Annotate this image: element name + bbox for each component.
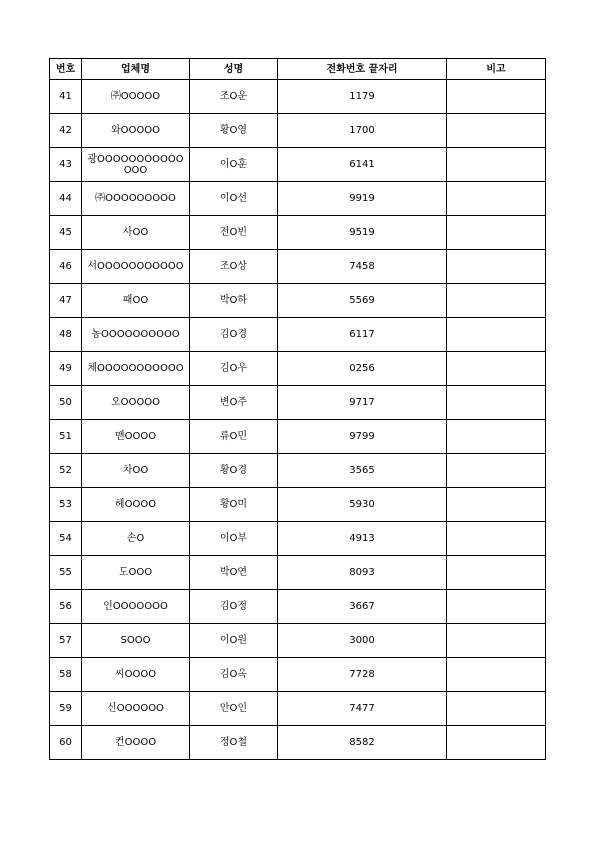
cell-phone-suffix: 9717	[278, 386, 447, 420]
cell-note	[447, 114, 546, 148]
table-row	[50, 352, 546, 386]
cell-phone-suffix: 1179	[278, 80, 447, 114]
cell-company	[82, 318, 190, 352]
company-text: 사OO	[122, 227, 149, 238]
cell-phone-suffix: 6141	[278, 148, 447, 182]
cell-company	[82, 420, 190, 454]
table-row	[50, 148, 546, 182]
roster-table	[49, 58, 546, 760]
cell-note	[447, 454, 546, 488]
cell-phone-suffix: 9919	[278, 182, 447, 216]
table-row	[50, 386, 546, 420]
header-phone-suffix: 전화번호 끝자리	[278, 59, 447, 80]
cell-company	[82, 148, 190, 182]
table-row	[50, 624, 546, 658]
cell-note	[447, 148, 546, 182]
cell-company	[82, 590, 190, 624]
table-row	[50, 182, 546, 216]
cell-number: 41	[50, 80, 82, 114]
header-row	[50, 59, 546, 80]
cell-note	[447, 352, 546, 386]
company-text: ㈜OOOOOOOOO	[95, 193, 176, 204]
cell-phone-suffix: 3000	[278, 624, 447, 658]
cell-phone-suffix: 0256	[278, 352, 447, 386]
cell-company	[82, 352, 190, 386]
cell-name: 정O철	[190, 726, 278, 760]
cell-note	[447, 386, 546, 420]
table-row	[50, 488, 546, 522]
cell-number: 57	[50, 624, 82, 658]
cell-phone-suffix: 5569	[278, 284, 447, 318]
cell-company	[82, 250, 190, 284]
cell-number: 46	[50, 250, 82, 284]
cell-name: 김O옥	[190, 658, 278, 692]
cell-company	[82, 658, 190, 692]
table-row	[50, 590, 546, 624]
cell-note	[447, 80, 546, 114]
cell-name: 안O인	[190, 692, 278, 726]
company-text: 맨OOOO	[114, 431, 157, 442]
cell-phone-suffix: 1700	[278, 114, 447, 148]
cell-name: 전O빈	[190, 216, 278, 250]
table-row	[50, 692, 546, 726]
cell-number: 54	[50, 522, 82, 556]
cell-note	[447, 318, 546, 352]
cell-phone-suffix: 3565	[278, 454, 447, 488]
cell-company	[82, 624, 190, 658]
company-text: 체OOOOOOOOOOO	[87, 363, 184, 374]
cell-company	[82, 216, 190, 250]
company-text: 헤OOOO	[114, 499, 157, 510]
cell-note	[447, 658, 546, 692]
cell-name: 이O훈	[190, 148, 278, 182]
cell-phone-suffix: 6117	[278, 318, 447, 352]
cell-company	[82, 692, 190, 726]
cell-number: 53	[50, 488, 82, 522]
cell-number: 43	[50, 148, 82, 182]
company-text: 차OO	[122, 465, 149, 476]
cell-company	[82, 284, 190, 318]
cell-note	[447, 556, 546, 590]
table-row	[50, 114, 546, 148]
cell-phone-suffix: 8582	[278, 726, 447, 760]
cell-name: 류O민	[190, 420, 278, 454]
company-text: 패OO	[122, 295, 149, 306]
table-body	[50, 80, 546, 760]
cell-number: 44	[50, 182, 82, 216]
cell-note	[447, 284, 546, 318]
cell-note	[447, 726, 546, 760]
cell-note	[447, 216, 546, 250]
table-row	[50, 522, 546, 556]
cell-note	[447, 522, 546, 556]
company-text: 씨OOOO	[114, 669, 157, 680]
cell-number: 42	[50, 114, 82, 148]
cell-note	[447, 692, 546, 726]
cell-name: 박O하	[190, 284, 278, 318]
cell-company	[82, 488, 190, 522]
table-row	[50, 658, 546, 692]
cell-note	[447, 624, 546, 658]
cell-name: 김O정	[190, 590, 278, 624]
cell-number: 48	[50, 318, 82, 352]
company-text: 농OOOOOOOOOO	[91, 329, 180, 340]
company-text: 인OOOOOOO	[103, 601, 168, 612]
cell-name: 김O우	[190, 352, 278, 386]
cell-name: 이O부	[190, 522, 278, 556]
cell-note	[447, 488, 546, 522]
cell-name: 김O경	[190, 318, 278, 352]
cell-number: 49	[50, 352, 82, 386]
table-row	[50, 80, 546, 114]
cell-company	[82, 522, 190, 556]
cell-name: 박O연	[190, 556, 278, 590]
cell-name: 조O운	[190, 80, 278, 114]
cell-phone-suffix: 9519	[278, 216, 447, 250]
company-text: SOOO	[120, 635, 151, 646]
cell-company	[82, 726, 190, 760]
cell-name: 황O영	[190, 114, 278, 148]
company-text: 서OOOOOOOOOOO	[87, 261, 184, 272]
cell-number: 52	[50, 454, 82, 488]
cell-company	[82, 454, 190, 488]
table-row	[50, 556, 546, 590]
cell-number: 60	[50, 726, 82, 760]
table-row	[50, 318, 546, 352]
cell-note	[447, 590, 546, 624]
cell-name: 이O선	[190, 182, 278, 216]
cell-number: 45	[50, 216, 82, 250]
cell-phone-suffix: 4913	[278, 522, 447, 556]
cell-number: 59	[50, 692, 82, 726]
cell-name: 변O주	[190, 386, 278, 420]
cell-number: 47	[50, 284, 82, 318]
company-text: 도OOO	[118, 567, 153, 578]
company-text: ㈜OOOOO	[110, 91, 161, 102]
header-note: 비고	[447, 59, 546, 80]
cell-name: 황O경	[190, 454, 278, 488]
company-text: 와OOOOO	[110, 125, 160, 136]
table-row	[50, 454, 546, 488]
company-text: 오OOOOO	[110, 397, 160, 408]
cell-note	[447, 182, 546, 216]
cell-phone-suffix: 7477	[278, 692, 447, 726]
cell-company	[82, 386, 190, 420]
header-name: 성명	[190, 59, 278, 80]
cell-note	[447, 420, 546, 454]
cell-number: 55	[50, 556, 82, 590]
company-text: 광OOOOOOOOOOOOOO	[87, 153, 184, 176]
company-text: 신OOOOOO	[107, 703, 164, 714]
cell-name: 조O상	[190, 250, 278, 284]
cell-number: 51	[50, 420, 82, 454]
cell-number: 50	[50, 386, 82, 420]
cell-company	[82, 556, 190, 590]
table-row	[50, 420, 546, 454]
cell-phone-suffix: 7728	[278, 658, 447, 692]
cell-phone-suffix: 7458	[278, 250, 447, 284]
cell-phone-suffix: 9799	[278, 420, 447, 454]
cell-company	[82, 182, 190, 216]
cell-phone-suffix: 3667	[278, 590, 447, 624]
cell-company	[82, 80, 190, 114]
cell-name: 황O미	[190, 488, 278, 522]
cell-name: 이O원	[190, 624, 278, 658]
cell-number: 56	[50, 590, 82, 624]
header-number: 번호	[50, 59, 82, 80]
company-text: 컨OOOO	[114, 737, 157, 748]
cell-number: 58	[50, 658, 82, 692]
table-row	[50, 216, 546, 250]
company-text: 손O	[126, 533, 145, 544]
table-row	[50, 250, 546, 284]
cell-note	[447, 250, 546, 284]
header-company: 업체명	[82, 59, 190, 80]
table-row	[50, 284, 546, 318]
table-header	[50, 59, 546, 80]
table-row	[50, 726, 546, 760]
cell-phone-suffix: 8093	[278, 556, 447, 590]
cell-phone-suffix: 5930	[278, 488, 447, 522]
cell-company	[82, 114, 190, 148]
